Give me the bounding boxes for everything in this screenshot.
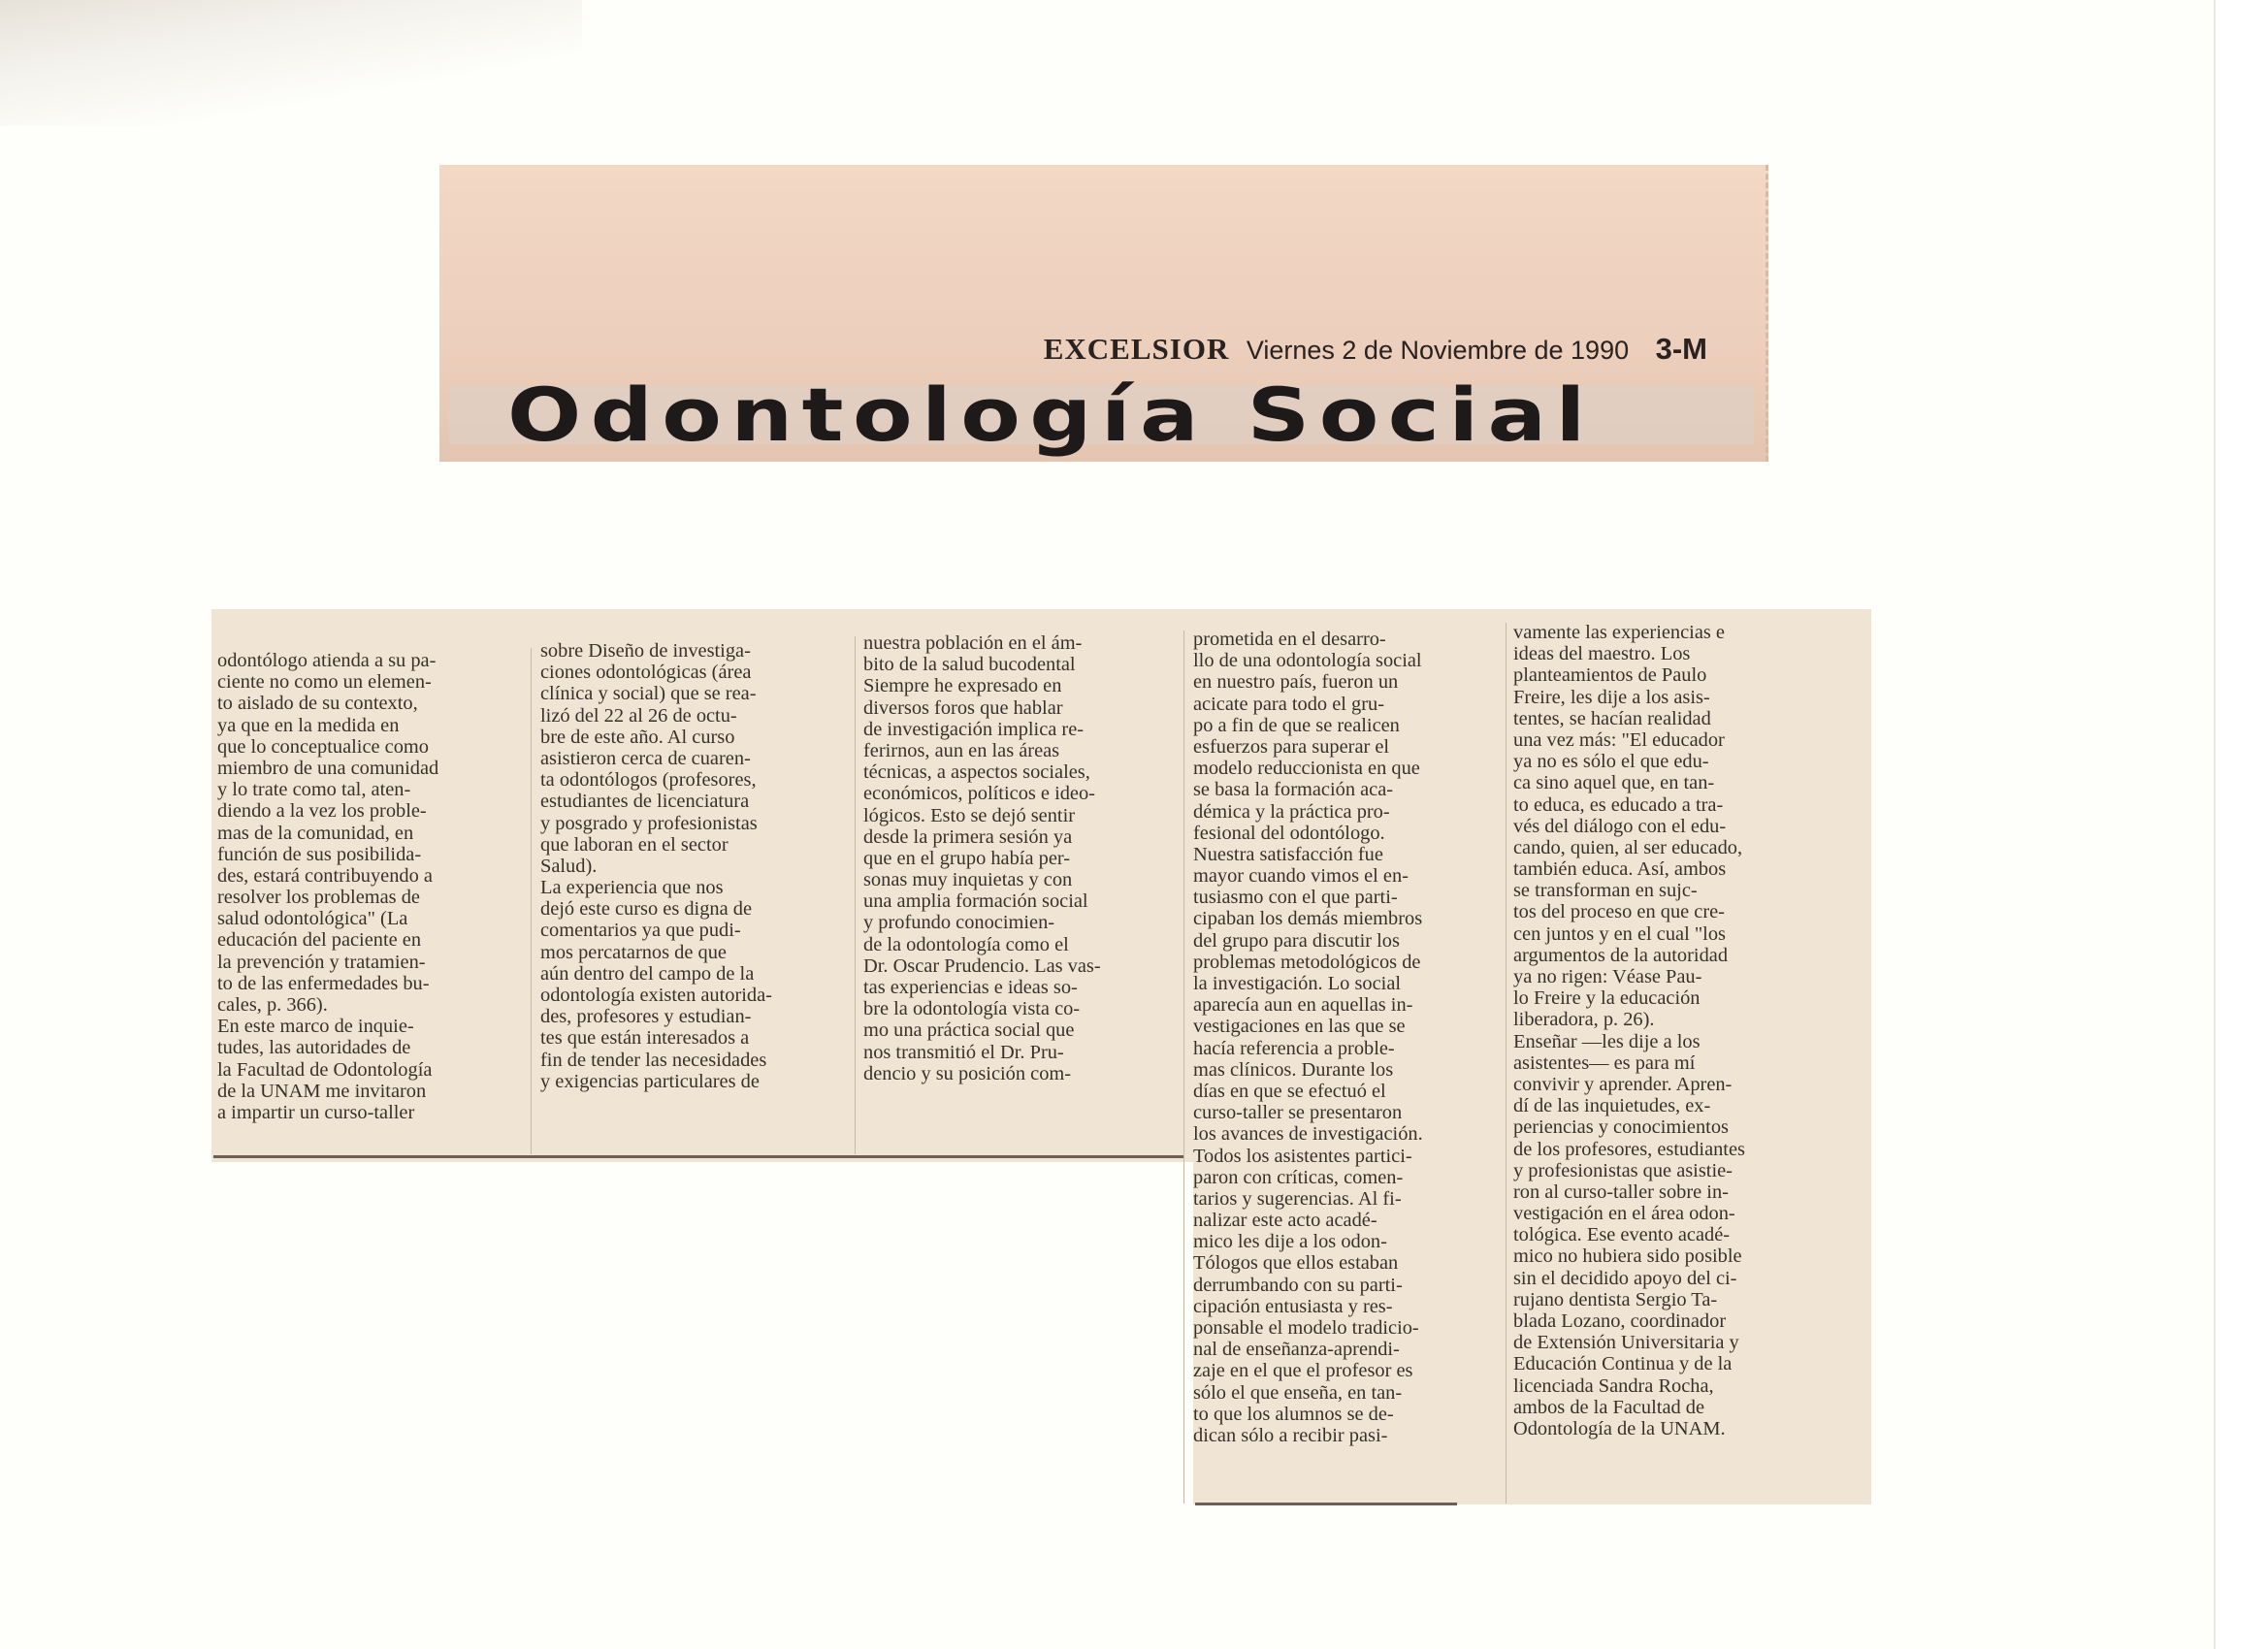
article-line: tusiasmo con el que parti-	[1193, 887, 1398, 909]
article-line: Salud).	[540, 855, 598, 877]
article-line: ferirnos, aun en las áreas	[863, 739, 1060, 761]
article-line: ya no es sólo el que edu-	[1513, 751, 1709, 773]
article-line: se basa la formación aca-	[1193, 779, 1394, 801]
article-line: nalizar este acto acadé-	[1193, 1210, 1377, 1232]
article-line: Educación Continua y de la	[1513, 1353, 1733, 1375]
article-line: planteamientos de Paulo	[1513, 664, 1707, 687]
article-line: mico no hubiera sido posible	[1513, 1245, 1742, 1268]
article-line: curso-taller se presentaron	[1193, 1102, 1403, 1124]
article-line: ron al curso-taller sobre in-	[1513, 1180, 1729, 1203]
article-line: prometida en el desarro-	[1193, 629, 1386, 650]
article-line: cipaban los demás miembros	[1193, 908, 1423, 930]
article-line: ca sino aquel que, en tan-	[1513, 772, 1715, 794]
article-line: función de sus posibilida-	[217, 843, 422, 865]
column-divider	[1183, 630, 1184, 1504]
article-line: modelo reduccionista en que	[1193, 758, 1420, 780]
article-line: los avances de investigación.	[1193, 1123, 1423, 1146]
article-line: cipación entusiasta y res-	[1193, 1295, 1393, 1317]
article-line: mas de la comunidad, en	[217, 822, 414, 844]
article-line: la prevención y tratamien-	[217, 951, 426, 973]
article-line: a impartir un curso-taller	[217, 1101, 415, 1123]
article-line: tas experiencias e ideas so-	[863, 977, 1078, 998]
article-line: to educa, es educado a tra-	[1513, 793, 1724, 816]
article-line: tes que están interesados a	[540, 1027, 750, 1050]
article-bottom-rule	[213, 1155, 1183, 1158]
article-line: la investigación. Lo social	[1193, 973, 1402, 994]
article-line: argumentos de la autoridad	[1513, 944, 1729, 966]
masthead	[1044, 332, 1707, 367]
article-line: démica y la práctica pro-	[1193, 800, 1390, 823]
article-line: esfuerzos para superar el	[1193, 735, 1390, 758]
article-line: hacía referencia a proble-	[1193, 1037, 1395, 1059]
article-line: tos del proceso en que cre-	[1513, 901, 1725, 923]
article-line: dencio y su posición com-	[863, 1062, 1072, 1084]
article-line: que lo conceptualice como	[217, 735, 429, 758]
article-line: mo una práctica social que	[863, 1019, 1075, 1042]
article-line: licenciada Sandra Rocha,	[1513, 1374, 1714, 1397]
article-line: sonas muy inquietas y con	[863, 869, 1073, 891]
article-line: to aislado de su contexto,	[217, 693, 418, 715]
article-line: vamente las experiencias e	[1513, 622, 1725, 643]
article-line: resolver los problemas de	[217, 887, 420, 909]
newspaper-name: EXCELSIOR	[1043, 332, 1230, 366]
article-line: des, profesores y estudian-	[540, 1006, 752, 1028]
article-line: vestigación en el área odon-	[1513, 1203, 1735, 1225]
article-line: sin el decidido apoyo del ci-	[1513, 1267, 1737, 1289]
article-line: to que los alumnos se de-	[1193, 1403, 1394, 1425]
article-line: ciente no como un elemen-	[217, 671, 432, 694]
article-line: to de las enfermedades bu-	[217, 972, 430, 994]
article-line: ya que en la medida en	[217, 714, 400, 736]
article-line: que laboran en el sector	[540, 833, 729, 856]
article-line: Todos los asistentes partici-	[1193, 1145, 1412, 1167]
article-line: una vez más: "El educador	[1513, 728, 1725, 751]
article-line: Odontología de la UNAM.	[1513, 1417, 1726, 1439]
article-line: de la UNAM me invitaron	[217, 1080, 427, 1102]
article-line: y exigencias particulares de	[540, 1070, 760, 1092]
article-line: que en el grupo había per-	[863, 847, 1071, 869]
article-line: des, estará contribuyendo a	[217, 864, 433, 887]
article-line: Siempre he expresado en	[863, 675, 1062, 697]
article-line: po a fin de que se realicen	[1193, 714, 1400, 736]
article-line: En este marco de inquie-	[217, 1016, 414, 1038]
article-line: mayor cuando vimos el en-	[1193, 865, 1409, 888]
article-line: aún dentro del campo de la	[540, 962, 755, 985]
article-line: dican sólo a recibir pasi-	[1193, 1424, 1388, 1446]
article-line: convivir y aprender. Apren-	[1513, 1073, 1733, 1095]
article-line: ciones odontológicas (área	[540, 662, 752, 684]
article-line: nos transmitió el Dr. Pru-	[863, 1041, 1064, 1063]
page-shadow	[0, 0, 582, 126]
article-line: Freire, les dije a los asis-	[1513, 686, 1710, 708]
article-line: ambos de la Facultad de	[1513, 1396, 1705, 1418]
article-line: llo de una odontología social	[1193, 650, 1422, 672]
article-line: Nuestra satisfacción fue	[1193, 843, 1383, 865]
article-line: ponsable el modelo tradicio-	[1193, 1317, 1419, 1339]
article-line: ideas del maestro. Los	[1513, 643, 1691, 665]
article-line: tudes, las autoridades de	[217, 1037, 411, 1059]
article-line: derrumbando con su parti-	[1193, 1274, 1403, 1296]
article-line: educación del paciente en	[217, 929, 422, 952]
article-line: lizó del 22 al 26 de octu-	[540, 704, 737, 727]
article-line: zaje en el que el profesor es	[1193, 1360, 1413, 1382]
article-line: se transforman en sujc-	[1513, 880, 1698, 902]
article-line: bito de la salud bucodental	[863, 654, 1076, 676]
article-line: dejó este curso es digna de	[540, 898, 752, 921]
article-line: acicate para todo el gru-	[1193, 693, 1384, 715]
article-line: comentarios ya que pudi-	[540, 920, 741, 942]
section-title: Odontología Social	[507, 372, 1595, 458]
article-line: tológica. Ese evento acadé-	[1513, 1224, 1731, 1246]
article-line: salud odontológica" (La	[217, 908, 408, 930]
article-line: lo Freire y la educación	[1513, 987, 1701, 1010]
article-line: nal de enseñanza-aprendi-	[1193, 1339, 1400, 1361]
article-line: mico les dije a los odon-	[1193, 1231, 1387, 1253]
article-line: aparecía aun en aquellas in-	[1193, 994, 1413, 1017]
article-line: asistieron cerca de cuaren-	[540, 747, 751, 769]
article-line: tentes, se hacían realidad	[1513, 707, 1711, 729]
page-number: 3-M	[1655, 332, 1707, 366]
article-line: fin de tender las necesidades	[540, 1049, 767, 1071]
article-line: odontólogo atienda a su pa-	[217, 650, 437, 671]
article-line: la Facultad de Odontología	[217, 1058, 433, 1081]
article-line: fesional del odontólogo.	[1193, 822, 1385, 844]
article-column-3	[863, 632, 1172, 1084]
article-line: ya no rigen: Véase Pau-	[1513, 966, 1702, 987]
article-line: odontología existen autorida-	[540, 985, 772, 1006]
article-line: vés del diálogo con el edu-	[1513, 815, 1727, 837]
article-column-1	[217, 650, 524, 1123]
header-clipping	[439, 165, 1768, 462]
article-line: técnicas, a aspectos sociales,	[863, 761, 1090, 784]
article-line: cen juntos y en el cual "los	[1513, 922, 1726, 945]
article-line: cales, p. 366).	[217, 994, 328, 1016]
article-line: mas clínicos. Durante los	[1193, 1058, 1394, 1081]
article-line: lógicos. Esto se dejó sentir	[863, 804, 1076, 826]
article-column-5	[1513, 622, 1826, 1439]
article-line: desde la primera sesión ya	[863, 825, 1073, 848]
article-line: diversos foros que hablar	[863, 696, 1063, 719]
article-line: miembro de una comunidad	[217, 757, 439, 779]
article-lower-rule	[1195, 1503, 1457, 1505]
column-divider	[855, 636, 856, 1154]
article-line: de Extensión Universitaria y	[1513, 1332, 1739, 1354]
article-line: tarios y sugerencias. Al fi-	[1193, 1187, 1402, 1210]
article-line: una amplia formación social	[863, 890, 1088, 913]
article-line: dí de las inquietudes, ex-	[1513, 1095, 1711, 1117]
article-line: de los profesores, estudiantes	[1513, 1138, 1745, 1160]
article-line: clínica y social) que se rea-	[540, 683, 757, 705]
article-line: días en que se efectuó el	[1193, 1080, 1386, 1102]
article-line: periencias y conocimientos	[1513, 1116, 1729, 1139]
article-line: mos percatarnos de que	[540, 941, 727, 963]
article-line: y posgrado y profesionistas	[540, 812, 758, 834]
column-divider	[531, 648, 532, 1154]
article-line: sobre Diseño de investiga-	[540, 640, 751, 662]
article-line: y lo trate como tal, aten-	[217, 779, 411, 801]
article-line: liberadora, p. 26).	[1513, 1009, 1655, 1031]
article-line: diendo a la vez los proble-	[217, 800, 427, 823]
article-line: cando, quien, al ser educado,	[1513, 836, 1743, 858]
article-line: estudiantes de licenciatura	[540, 791, 750, 813]
article-line: Enseñar —les dije a los	[1513, 1030, 1701, 1052]
article-line: bre de este año. Al curso	[540, 726, 735, 748]
article-line: de investigación implica re-	[863, 718, 1085, 740]
article-line: económicos, políticos e ideo-	[863, 783, 1095, 805]
article-line: asistentes— es para mí	[1513, 1051, 1696, 1074]
article-line: paron con críticas, comen-	[1193, 1166, 1404, 1188]
article-line: nuestra población en el ám-	[863, 632, 1083, 654]
article-line: ta odontólogos (profesores,	[540, 769, 757, 792]
article-line: bre la odontología vista co-	[863, 998, 1081, 1020]
article-line: Dr. Oscar Prudencio. Las vas-	[863, 954, 1101, 977]
article-line: y profesionistas que asistie-	[1513, 1159, 1733, 1181]
publication-date: Viernes 2 de Noviembre de 1990	[1246, 336, 1630, 365]
article-line: y profundo conocimien-	[863, 912, 1055, 934]
article-line: La experiencia que nos	[540, 877, 724, 899]
article-line: blada Lozano, coordinador	[1513, 1310, 1727, 1332]
article-line: sólo el que enseña, en tan-	[1193, 1381, 1403, 1404]
article-column-4	[1193, 629, 1504, 1446]
article-line: Tólogos que ellos estaban	[1193, 1252, 1399, 1275]
article-line: del grupo para discutir los	[1193, 929, 1400, 952]
article-line: problemas metodológicos de	[1193, 951, 1421, 973]
page-edge	[2214, 0, 2268, 1649]
article-line: en nuestro país, fueron un	[1193, 671, 1399, 694]
article-line: rujano dentista Sergio Ta-	[1513, 1288, 1718, 1310]
article-line: de la odontología como el	[863, 933, 1069, 955]
article-line: vestigaciones en las que se	[1193, 1016, 1406, 1038]
column-divider	[1506, 623, 1507, 1504]
article-column-2	[540, 640, 849, 1092]
article-line: también educa. Así, ambos	[1513, 858, 1727, 881]
